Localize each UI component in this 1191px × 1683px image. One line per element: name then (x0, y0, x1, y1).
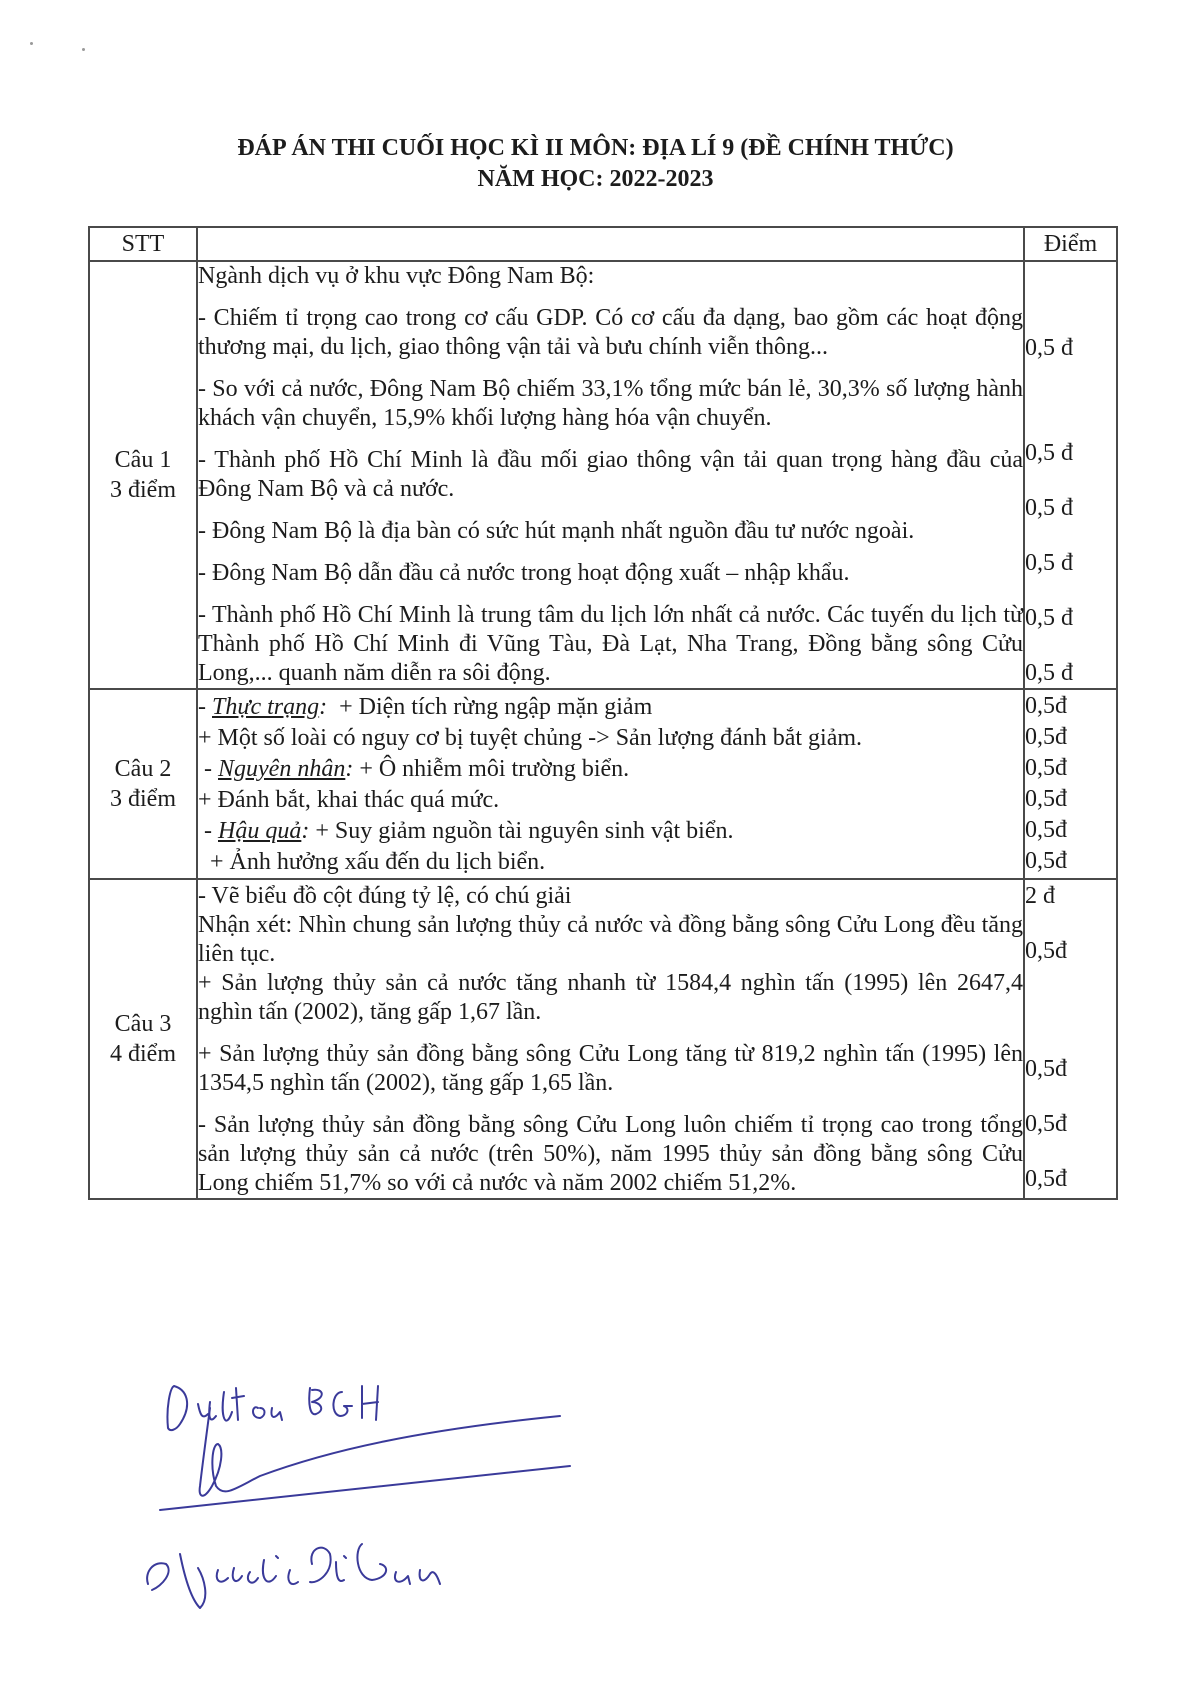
answer-line: + Đánh bắt, khai thác quá mức. (198, 787, 500, 813)
question-number: Câu 1 (114, 447, 172, 473)
label-nguyen-nhan: Nguyên nhân (218, 756, 346, 782)
answer-line: - Đông Nam Bộ là địa bàn có sức hút mạnh nhất nguồn đầu tư nước ngoài. (198, 518, 915, 544)
answer-line: Ngành dịch vụ ở khu vực Đông Nam Bộ: (198, 263, 595, 289)
answer-line: - Thành phố Hồ Chí Minh là đầu mối giao thông vận tải quan trọng hàng đầu của Đông Nam Bộ và cả nước. (198, 447, 1023, 502)
score-value: 0,5 đ (1025, 440, 1073, 466)
signature-underline (160, 1466, 570, 1510)
score-cell-q1 (1024, 261, 1117, 689)
score-value: 0,5đ (1025, 693, 1067, 719)
score-value: 0,5 đ (1025, 495, 1073, 521)
score-value: 0,5đ (1025, 848, 1067, 874)
answer-line: - Thành phố Hồ Chí Minh là trung tâm du lịch lớn nhất cả nước. Các tuyến du lịch từ Thành phố Hồ Chí Minh đi Vũng Tàu, Đà Lạt, Nha Trang, Đồng bằng sông Cửu Long,... quanh năm diễn ra sôi động. (198, 602, 1023, 686)
score-value: 0,5 đ (1025, 605, 1073, 631)
scan-speck (82, 48, 85, 51)
signer-name-handwriting (147, 1544, 440, 1608)
score-value: 2 đ (1025, 883, 1055, 909)
scan-speck (30, 42, 33, 45)
score-value: 0,5đ (1025, 786, 1067, 812)
score-value: 0,5đ (1025, 817, 1067, 843)
answer-line: - Chiếm tỉ trọng cao trong cơ cấu GDP. Có cơ cấu đa dạng, bao gồm các hoạt động thương mại, du lịch, giao thông vận tải và bưu chính viễn thông... (198, 305, 1023, 360)
score-value: 0,5 đ (1025, 660, 1073, 686)
title-line-2: NĂM HỌC: 2022-2023 (477, 166, 714, 192)
answer-line: - Thực trạng: + Diện tích rừng ngập mặn giảm (198, 694, 653, 720)
answer-line (198, 847, 1023, 878)
score-value: 0,5đ (1025, 1056, 1067, 1082)
answer-line: Nhận xét: Nhìn chung sản lượng thủy cả nước và đồng bằng sông Cửu Long đều tăng liên tục. (198, 912, 1023, 967)
answer-line: - Đông Nam Bộ dẫn đầu cả nước trong hoạt động xuất – nhập khẩu. (198, 560, 850, 586)
answer-table (88, 226, 1118, 1200)
score-value: 0,5đ (1025, 1166, 1067, 1192)
score-value: 0,5đ (1025, 755, 1067, 781)
answer-line: + Sản lượng thủy sản cả nước tăng nhanh từ 1584,4 nghìn tấn (1995) lên 2647,4 nghìn tấn (2002), tăng gấp 1,67 lần. (198, 970, 1023, 1025)
signature-block (140, 1358, 620, 1648)
answer-content-q1 (197, 261, 1024, 689)
question-label-cell (89, 261, 197, 689)
label-thuc-trang: Thực trạng (212, 694, 320, 720)
answer-line: - Sản lượng thủy sản đồng bằng sông Cửu Long luôn chiếm tỉ trọng cao trong tổng sản lượng thủy sản cả nước (trên 50%), năm 1995 thủy sản đồng bằng sông Cửu Long chiếm 51,7% so với cả nước và năm 2002 chiếm 51,2%. (198, 1112, 1023, 1196)
answer-line-text: + Ảnh hưởng xấu đến du lịch biển. (210, 849, 546, 875)
header-content (197, 227, 1024, 261)
question-label-cell (89, 689, 197, 879)
label-separator: : (301, 818, 310, 844)
table-row-q1 (89, 261, 1117, 689)
score-value: 0,5đ (1025, 724, 1067, 750)
answer-line: + Sản lượng thủy sản đồng bằng sông Cửu Long tăng từ 819,2 nghìn tấn (1995) lên 1354,5 nghìn tấn (2002), tăng gấp 1,65 lần. (198, 1041, 1023, 1096)
answer-line: - Vẽ biểu đồ cột đúng tỷ lệ, có chú giải (198, 883, 572, 909)
question-points: 3 điểm (110, 786, 176, 812)
answer-content-q3 (197, 879, 1024, 1199)
score-cell-q2 (1024, 689, 1117, 879)
answer-line-text: + Suy giảm nguồn tài nguyên sinh vật biển. (315, 818, 734, 844)
question-label-cell (89, 879, 197, 1199)
label-separator: : (345, 756, 354, 782)
table-row-q2 (89, 689, 1117, 879)
answer-line-text: + Diện tích rừng ngập mặn giảm (339, 694, 653, 720)
answer-line: - So với cả nước, Đông Nam Bộ chiếm 33,1% tổng mức bán lẻ, 30,3% số lượng hành khách vận chuyển, 15,9% khối lượng hàng hóa vận chuyển. (198, 376, 1023, 431)
question-number: Câu 3 (114, 1011, 172, 1037)
score-value: 0,5đ (1025, 1111, 1067, 1137)
score-value: 0,5 đ (1025, 335, 1073, 361)
question-points: 3 điểm (110, 477, 176, 503)
label-hau-qua: Hậu quả (218, 818, 302, 844)
header-row (89, 227, 1117, 261)
score-cell-q3 (1024, 879, 1117, 1199)
title-line-1: ĐÁP ÁN THI CUỐI HỌC KÌ II MÔN: ĐỊA LÍ 9 (ĐỀ CHÍNH THỨC) (237, 135, 954, 161)
signature-stroke (200, 1408, 560, 1496)
approval-handwriting (167, 1386, 378, 1430)
question-points: 4 điểm (110, 1041, 176, 1067)
answer-content-q2 (197, 689, 1024, 879)
label-separator: : (319, 694, 328, 720)
header-score: Điểm (1024, 227, 1117, 261)
score-value: 0,5đ (1025, 938, 1067, 964)
score-value: 0,5 đ (1025, 550, 1073, 576)
answer-line: - Hậu quả: + Suy giảm nguồn tài nguyên sinh vật biển. (198, 818, 734, 844)
table-row-q3 (89, 879, 1117, 1199)
page-title (0, 133, 1191, 195)
answer-line: + Một số loài có nguy cơ bị tuyệt chủng -> Sản lượng đánh bắt giảm. (198, 725, 863, 751)
answer-line-text: + Ô nhiễm môi trường biển. (359, 756, 630, 782)
header-stt: STT (89, 227, 197, 261)
question-number: Câu 2 (114, 756, 172, 782)
answer-line: - Nguyên nhân: + Ô nhiễm môi trường biển. (198, 756, 630, 782)
